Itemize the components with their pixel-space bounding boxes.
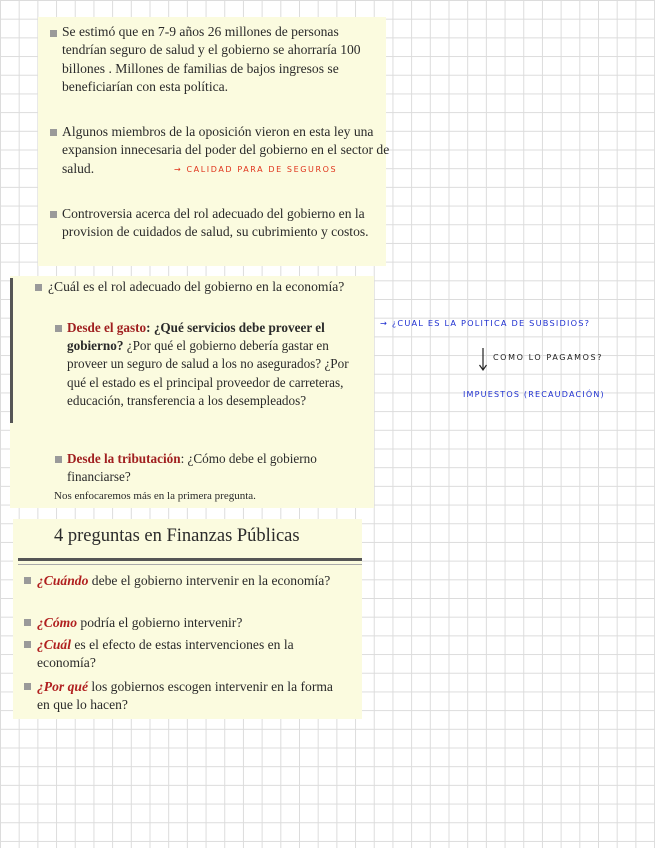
bullet-square-icon	[24, 619, 31, 626]
question-cual: ¿Cuál es el efecto de estas intervenciones en la economía?	[37, 637, 294, 671]
bullet-square-icon	[24, 683, 31, 690]
slide2-left-accent-bar	[10, 278, 13, 423]
bullet-square-icon	[50, 129, 57, 136]
slide3-title: 4 preguntas en Finanzas Públicas	[54, 526, 300, 546]
slide1-bullet-1: Se estimó que en 7-9 años 26 millones de personas tendrían seguro de salud y el gobierno se ahorraría 100 billones . Millones de familias de bajos ingresos se beneficiarían con esta política.	[62, 24, 361, 95]
handwritten-subsidios-question: → ¿CUAL ES LA POLITICA DE SUBSIDIOS?	[380, 318, 591, 328]
handwritten-note-calidad: → CALIDAD PARA DE SEGUROS	[174, 165, 338, 174]
bullet-square-icon	[35, 284, 42, 291]
bold-question-servicios: ¿Qué servicios debe proveer el gobierno?	[67, 320, 325, 354]
bullet-square-icon	[55, 325, 62, 332]
bullet-square-icon	[50, 211, 57, 218]
slide1-bullet-3: Controversia acerca del rol adecuado del gobierno en la provision de cuidados de salud, su cubrimiento y costos.	[62, 206, 369, 240]
question-como: ¿Cómo podría el gobierno intervenir?	[37, 615, 243, 630]
slide3-title-rule-thin	[18, 564, 362, 565]
slide2-main-question: ¿Cuál es el rol adecuado del gobierno en la economía?	[48, 279, 345, 294]
bullet-square-icon	[55, 456, 62, 463]
slide3-title-rule	[18, 558, 362, 561]
slide1-bullet-2-text: Algunos miembros de la oposición vieron en esta ley una expansion innecesaria del poder del gobierno en el sector de salud.	[62, 124, 390, 176]
slide2-sub-bullet-tributacion: Desde la tributación: ¿Cómo debe el gobierno financiarse?	[67, 451, 317, 485]
label-desde-la-tributacion: Desde la tributación	[67, 451, 181, 466]
bullet-square-icon	[50, 30, 57, 37]
down-arrow-icon	[478, 347, 488, 373]
handwritten-como-lo-pagamos: COMO LO PAGAMOS?	[493, 353, 604, 362]
bullet-square-icon	[24, 641, 31, 648]
slide2-footer-note: Nos enfocaremos más en la primera pregunta.	[54, 490, 256, 502]
question-por-que: ¿Por qué los gobiernos escogen intervenir en la forma en que lo hacen?	[37, 679, 333, 713]
label-desde-el-gasto: Desde el gasto	[67, 320, 147, 335]
slide2-sub-bullet-gasto: Desde el gasto: ¿Qué servicios debe proveer el gobierno? ¿Por qué el gobierno debería gastar en proveer un seguro de salud a los no asegurados? ¿Por qué el estado es el principal proveedor de carreteras, educación, transferencia a los desempleados?	[67, 320, 349, 408]
handwritten-impuestos: IMPUESTOS (RECAUDACIÓN)	[463, 390, 605, 399]
question-cuando: ¿Cuándo debe el gobierno intervenir en la economía?	[37, 573, 331, 588]
bullet-square-icon	[24, 577, 31, 584]
